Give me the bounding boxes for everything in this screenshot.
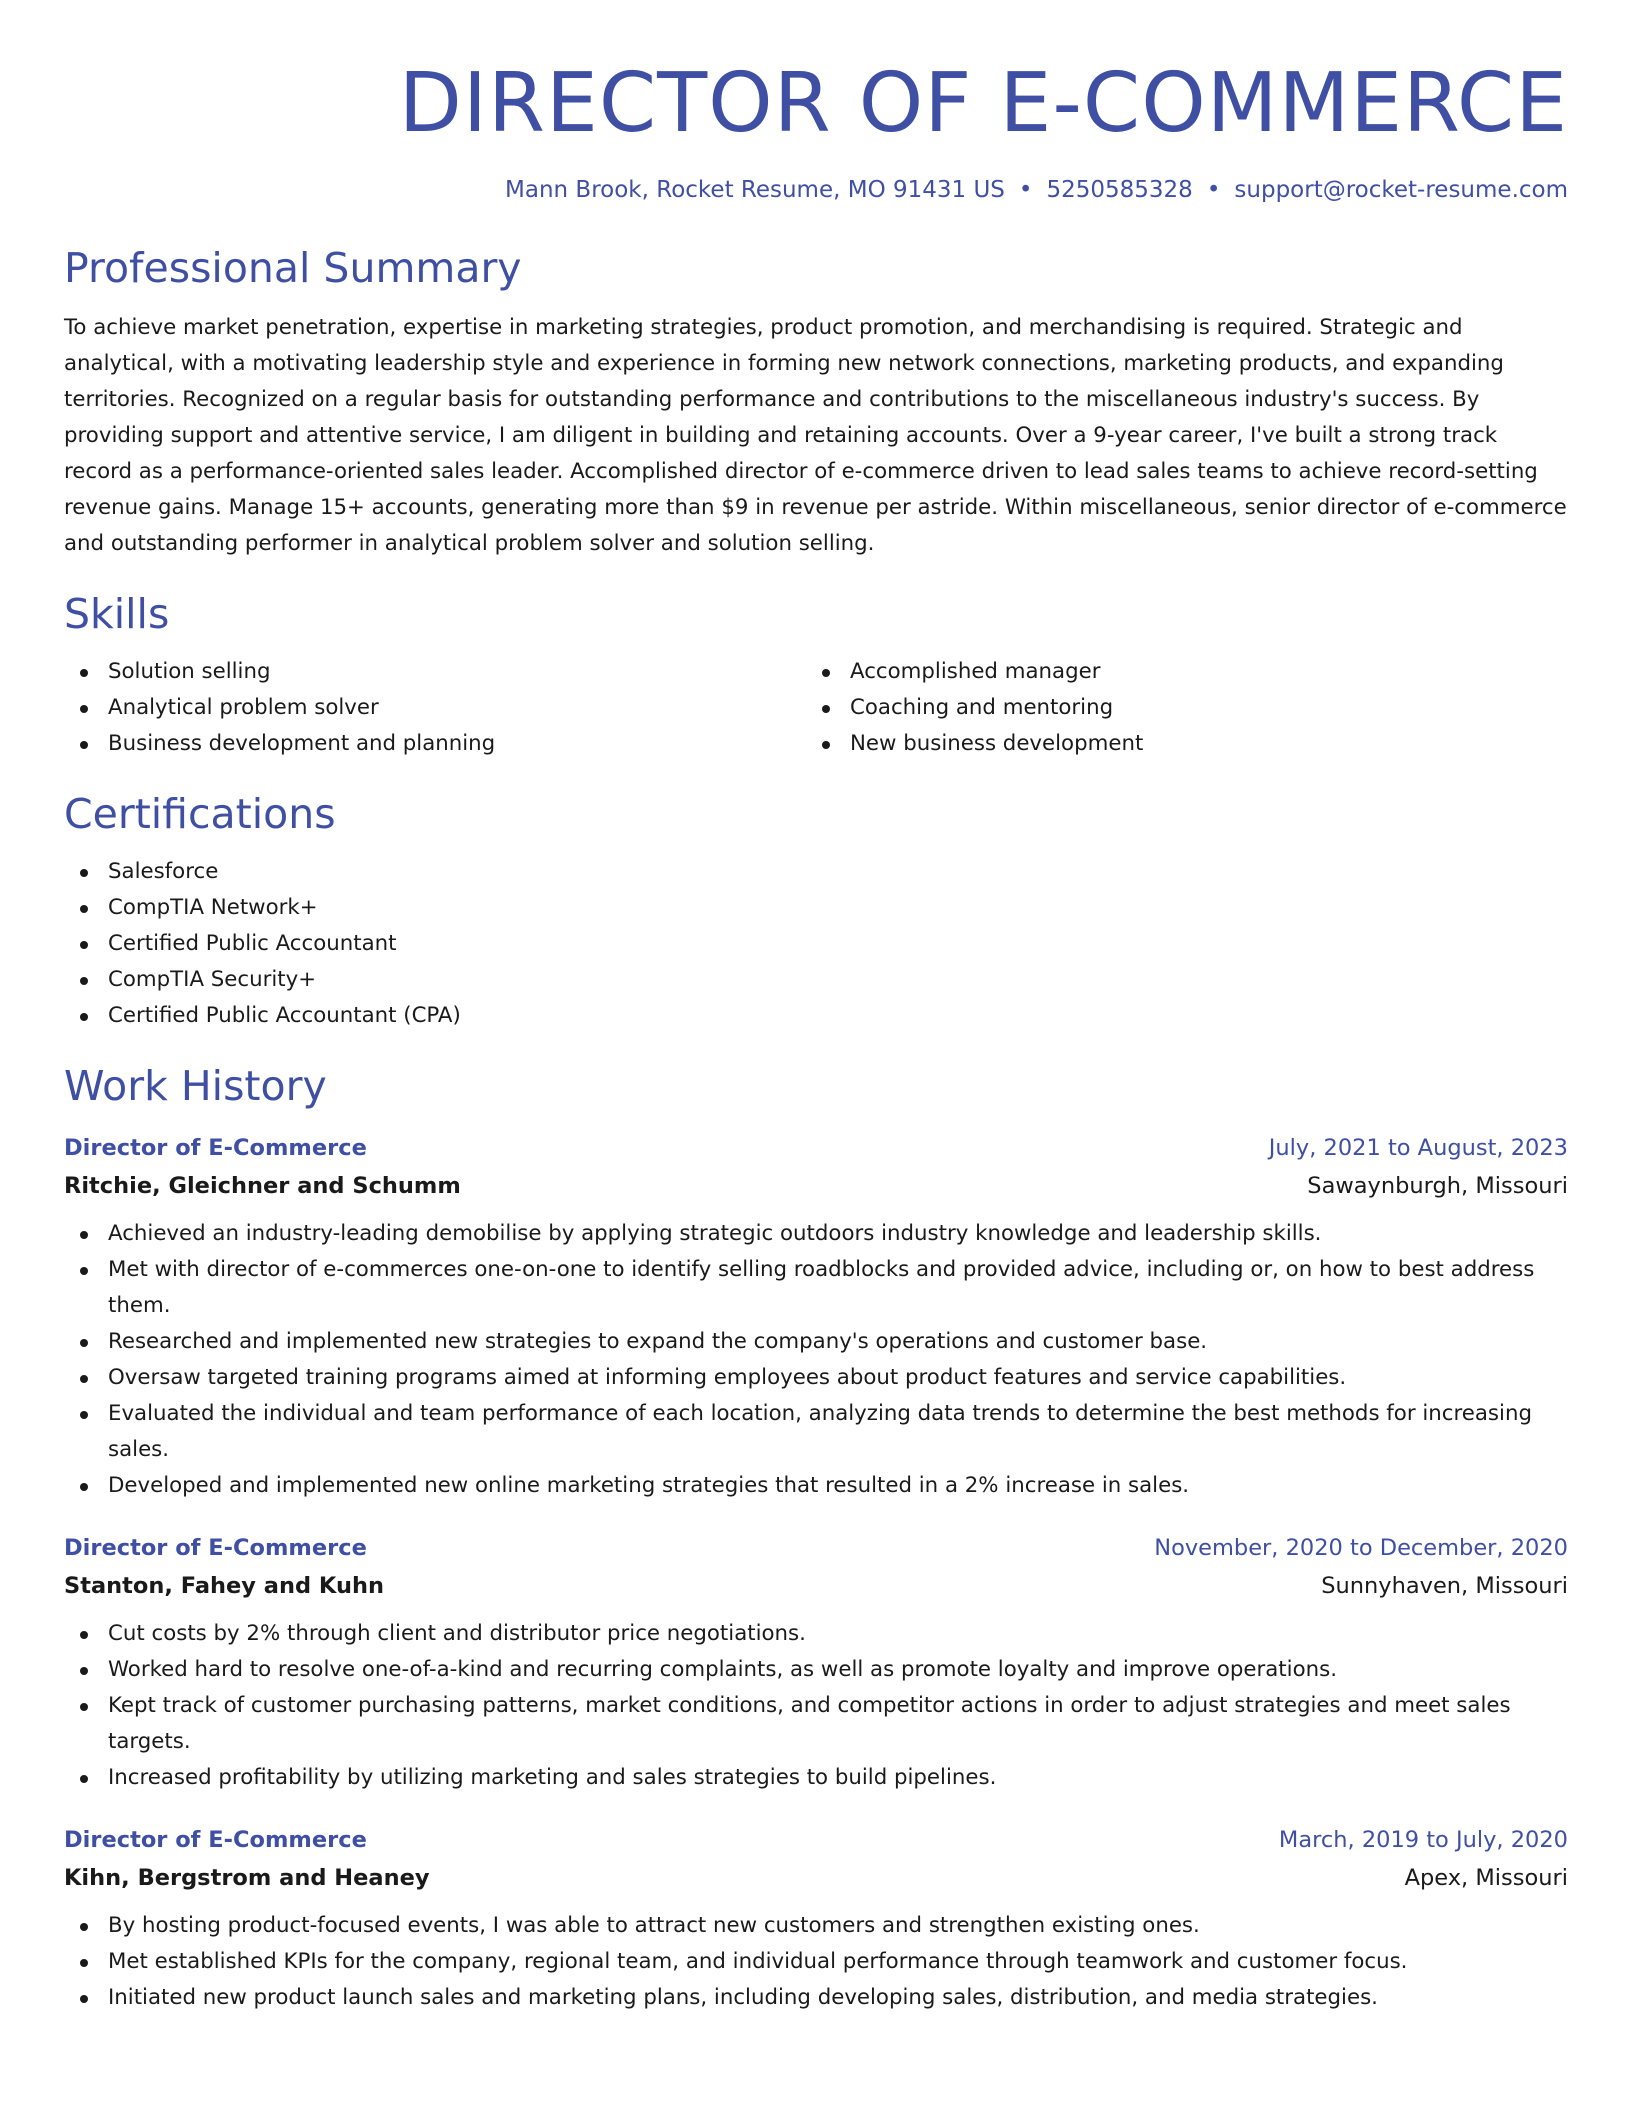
job-bullets [64,1616,1568,1796]
job-dates: July, 2021 to August, 2023 [1268,1135,1568,1161]
job-location: Sunnyhaven, Missouri [1321,1573,1568,1599]
job-company-row [64,1566,1568,1606]
job-company: Stanton, Fahey and Kuhn [64,1573,385,1599]
contact-separator: • [1018,177,1033,203]
job-bullet: Kept track of customer purchasing patterns, market conditions, and competitor actions in order to adjust strategies and meet sales targets. [64,1688,1568,1760]
contact-address: Mann Brook, Rocket Resume, MO 91431 US [505,177,1005,203]
certification-item: CompTIA Security+ [64,962,1568,998]
job-bullet: Oversaw targeted training programs aimed at informing employees about product features and service capabilities. [64,1360,1568,1396]
skill-item: Solution selling [64,654,806,690]
job-title: Director of E-Commerce [64,1535,367,1561]
job-entry [64,1530,1568,1796]
job-header-row [64,1130,1568,1166]
contact-email[interactable]: support@rocket-resume.com [1234,177,1568,203]
skill-item: Accomplished manager [806,654,1548,690]
job-bullet: Met established KPIs for the company, regional team, and individual performance through teamwork and customer focus. [64,1944,1568,1980]
certifications-list [64,854,1568,1034]
job-bullet: By hosting product-focused events, I was able to attract new customers and strengthen existing ones. [64,1908,1568,1944]
job-location: Sawaynburgh, Missouri [1307,1173,1568,1199]
job-entry [64,1130,1568,1504]
skills-list-right [806,654,1548,762]
job-bullet: Increased profitability by utilizing marketing and sales strategies to build pipelines. [64,1760,1568,1796]
resume-title: DIRECTOR OF E-COMMERCE [398,56,1568,151]
skill-item: Business development and planning [64,726,806,762]
skills-section [64,588,1568,762]
job-entry [64,1822,1568,2016]
skills-grid [64,654,1568,762]
certifications-section [64,788,1568,1034]
job-bullet: Initiated new product launch sales and marketing plans, including developing sales, distribution, and media strategies. [64,1980,1568,2016]
certification-item: Certified Public Accountant [64,926,1568,962]
job-bullets [64,1908,1568,2016]
job-bullet: Evaluated the individual and team performance of each location, analyzing data trends to determine the best methods for increasing sales. [64,1396,1568,1468]
section-heading-summary: Professional Summary [64,244,522,292]
job-location: Apex, Missouri [1404,1865,1568,1891]
job-title: Director of E-Commerce [64,1135,367,1161]
job-company: Ritchie, Gleichner and Schumm [64,1173,461,1199]
job-header-row [64,1822,1568,1858]
job-company: Kihn, Bergstrom and Heaney [64,1865,430,1891]
job-dates: November, 2020 to December, 2020 [1154,1535,1568,1561]
job-bullets [64,1216,1568,1504]
work-history-section [64,1060,1568,2016]
contact-line [64,174,1568,206]
skill-item: Coaching and mentoring [806,690,1548,726]
resume-page [64,0,1568,2016]
job-bullet: Met with director of e-commerces one-on-one to identify selling roadblocks and provided advice, including or, on how to best address them. [64,1252,1568,1324]
job-bullet: Worked hard to resolve one-of-a-kind and recurring complaints, as well as promote loyalty and improve operations. [64,1652,1568,1688]
summary-text: To achieve market penetration, expertise in marketing strategies, product promotion, and merchandising is required. Strategic and analytical, with a motivating leadership style and experience in forming new network connections, marketing products, and expanding territories. Recognized on a regular basis for outstanding performance and contributions to the miscellaneous industry's success. By providing support and attentive service, I am diligent in building and retaining accounts. Over a 9-year career, I've built a strong track record as a performance-oriented sales leader. Accomplished director of e-commerce driven to lead sales teams to achieve record-setting revenue gains. Manage 15+ accounts, generating more than $9 in revenue per astride. Within miscellaneous, senior director of e-commerce and outstanding performer in analytical problem solver and solution selling. [64,315,1567,556]
professional-summary-section [64,242,1568,562]
section-heading-work-history: Work History [64,1062,327,1110]
certification-item: CompTIA Network+ [64,890,1568,926]
section-heading-skills: Skills [64,590,170,638]
skills-list-left [64,654,806,762]
job-bullet: Developed and implemented new online marketing strategies that resulted in a 2% increase in sales. [64,1468,1568,1504]
job-dates: March, 2019 to July, 2020 [1278,1827,1568,1853]
certification-item: Salesforce [64,854,1568,890]
skill-item: New business development [806,726,1548,762]
job-title: Director of E-Commerce [64,1827,367,1853]
job-bullet: Researched and implemented new strategies to expand the company's operations and customer base. [64,1324,1568,1360]
contact-separator: • [1206,177,1221,203]
section-heading-certifications: Certifications [64,790,336,838]
job-header-row [64,1530,1568,1566]
job-company-row [64,1858,1568,1898]
skill-item: Analytical problem solver [64,690,806,726]
job-company-row [64,1166,1568,1206]
contact-phone: 5250585328 [1046,177,1193,203]
job-bullet: Cut costs by 2% through client and distributor price negotiations. [64,1616,1568,1652]
certification-item: Certified Public Accountant (CPA) [64,998,1568,1034]
job-bullet: Achieved an industry-leading demobilise by applying strategic outdoors industry knowledge and leadership skills. [64,1216,1568,1252]
